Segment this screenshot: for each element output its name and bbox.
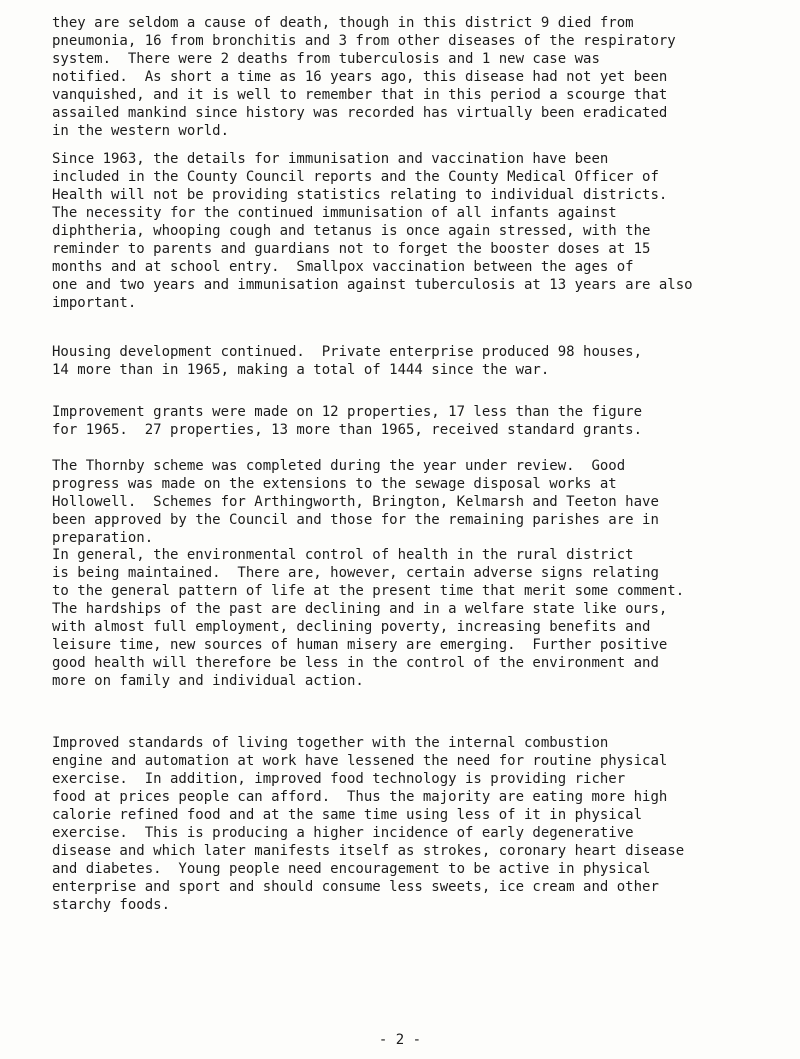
text-line: and diabetes. Young people need encouragement to be active in physical bbox=[52, 861, 651, 877]
text-line: Housing development continued. Private enterprise produced 98 houses, bbox=[52, 344, 643, 360]
text-line: exercise. This is producing a higher incidence of early degenerative bbox=[52, 825, 634, 841]
text-line: Improvement grants were made on 12 properties, 17 less than the figure bbox=[52, 404, 643, 420]
text-line: assailed mankind since history was recorded has virtually been eradicated bbox=[52, 105, 668, 121]
paragraph-respiratory-diseases bbox=[52, 14, 782, 140]
text-line: The necessity for the continued immunisation of all infants against bbox=[52, 205, 617, 221]
text-line: The Thornby scheme was completed during the year under review. Good bbox=[52, 458, 626, 474]
text-line: 14 more than in 1965, making a total of 1444 since the war. bbox=[52, 362, 550, 378]
text-line: one and two years and immunisation against tuberculosis at 13 years are also bbox=[52, 277, 693, 293]
text-line: preparation. bbox=[52, 530, 154, 546]
page-number: - 2 - bbox=[378, 1032, 422, 1048]
text-line: important. bbox=[52, 295, 137, 311]
text-line: included in the County Council reports and the County Medical Officer of bbox=[52, 169, 659, 185]
text-line: for 1965. 27 properties, 13 more than 1965, received standard grants. bbox=[52, 422, 643, 438]
text-line: enterprise and sport and should consume less sweets, ice cream and other bbox=[52, 879, 659, 895]
text-line: notified. As short a time as 16 years ago, this disease had not yet been bbox=[52, 69, 668, 85]
paragraph-sewage-schemes bbox=[52, 457, 782, 547]
text-line: with almost full employment, declining poverty, increasing benefits and bbox=[52, 619, 651, 635]
paragraph-improvement-grants bbox=[52, 403, 782, 439]
text-line: food at prices people can afford. Thus the majority are eating more high bbox=[52, 789, 668, 805]
text-line: diphtheria, whooping cough and tetanus is once again stressed, with the bbox=[52, 223, 651, 239]
text-line: exercise. In addition, improved food technology is providing richer bbox=[52, 771, 626, 787]
text-line: reminder to parents and guardians not to forget the booster doses at 15 bbox=[52, 241, 651, 257]
text-line: progress was made on the extensions to the sewage disposal works at bbox=[52, 476, 617, 492]
text-line: more on family and individual action. bbox=[52, 673, 364, 689]
paragraph-environmental-control bbox=[52, 546, 782, 690]
text-line: is being maintained. There are, however, certain adverse signs relating bbox=[52, 565, 659, 581]
paragraph-immunisation bbox=[52, 150, 782, 312]
paragraph-housing bbox=[52, 343, 782, 379]
text-line: pneumonia, 16 from bronchitis and 3 from other diseases of the respiratory bbox=[52, 33, 676, 49]
text-line: calorie refined food and at the same time using less of it in physical bbox=[52, 807, 643, 823]
text-line: Hollowell. Schemes for Arthingworth, Brington, Kelmarsh and Teeton have bbox=[52, 494, 659, 510]
text-line: vanquished, and it is well to remember that in this period a scourge that bbox=[52, 87, 668, 103]
text-line: starchy foods. bbox=[52, 897, 171, 913]
text-line: good health will therefore be less in the control of the environment and bbox=[52, 655, 659, 671]
text-line: in the western world. bbox=[52, 123, 230, 139]
text-line: disease and which later manifests itself as strokes, coronary heart disease bbox=[52, 843, 685, 859]
text-line: Since 1963, the details for immunisation and vaccination have been bbox=[52, 151, 609, 167]
text-line: leisure time, new sources of human misery are emerging. Further positive bbox=[52, 637, 668, 653]
text-line: Health will not be providing statistics relating to individual districts. bbox=[52, 187, 668, 203]
text-line: Improved standards of living together with the internal combustion bbox=[52, 735, 609, 751]
paragraph-living-standards bbox=[52, 734, 782, 914]
text-line: In general, the environmental control of health in the rural district bbox=[52, 547, 634, 563]
text-line: months and at school entry. Smallpox vaccination between the ages of bbox=[52, 259, 634, 275]
text-line: engine and automation at work have lessened the need for routine physical bbox=[52, 753, 668, 769]
text-line: The hardships of the past are declining and in a welfare state like ours, bbox=[52, 601, 668, 617]
text-line: been approved by the Council and those for the remaining parishes are in bbox=[52, 512, 659, 528]
text-line: system. There were 2 deaths from tuberculosis and 1 new case was bbox=[52, 51, 600, 67]
text-line: to the general pattern of life at the present time that merit some comment. bbox=[52, 583, 685, 599]
text-line: they are seldom a cause of death, though in this district 9 died from bbox=[52, 15, 634, 31]
